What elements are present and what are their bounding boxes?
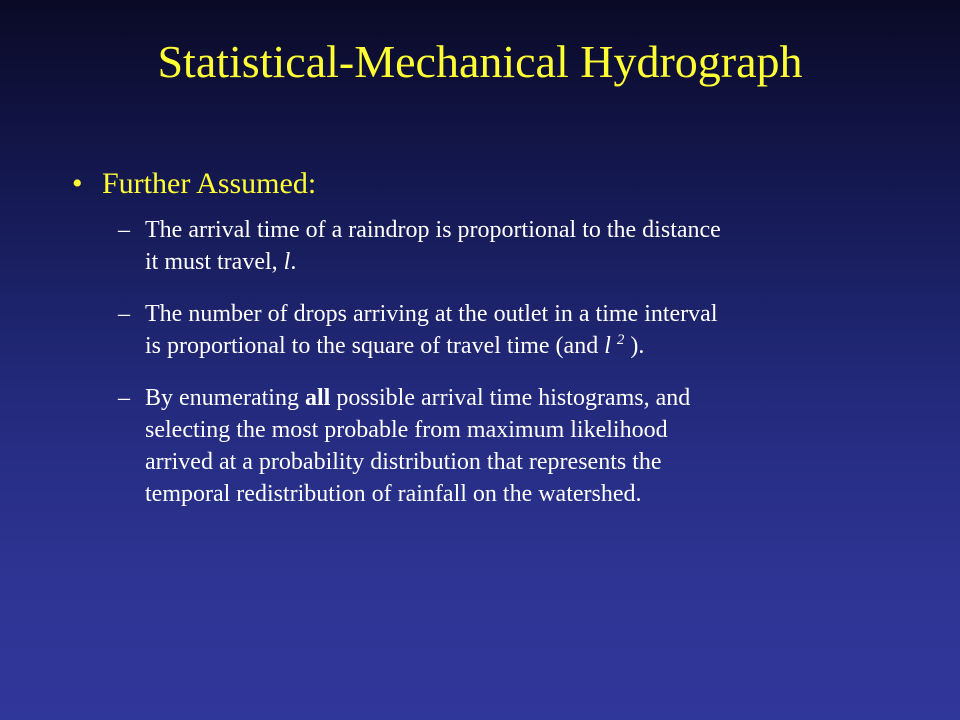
italic-variable: l bbox=[604, 333, 611, 359]
sub-item-line: arrived at a probability distribution that represents the bbox=[145, 449, 662, 475]
superscript-exponent: 2 bbox=[616, 332, 625, 348]
sub-item-line: The arrival time of a raindrop is proportional to the distance bbox=[145, 217, 721, 243]
dash-marker: – bbox=[118, 385, 130, 411]
bullet-text: Further Assumed: bbox=[102, 167, 317, 200]
text-fragment: By enumerating bbox=[145, 385, 305, 411]
sub-item-line bbox=[145, 382, 690, 414]
text-fragment: it must travel, bbox=[145, 249, 284, 275]
dash-marker: – bbox=[118, 217, 130, 243]
text-fragment: ). bbox=[624, 333, 645, 359]
text-fragment: is proportional to the square of travel time (and bbox=[145, 333, 605, 359]
sub-item-line: The number of drops arriving at the outlet in a time interval bbox=[145, 301, 718, 327]
text-fragment: . bbox=[290, 249, 297, 275]
sub-item-line bbox=[145, 246, 296, 278]
dash-marker: – bbox=[118, 301, 130, 327]
slide-title: Statistical-Mechanical Hydrograph bbox=[157, 36, 803, 87]
bullet-further-assumed bbox=[72, 164, 316, 204]
bold-emphasis: all bbox=[304, 385, 331, 411]
sub-item-line bbox=[145, 330, 644, 362]
bullet-marker: • bbox=[72, 167, 83, 200]
sub-item-line: temporal redistribution of rainfall on the watershed. bbox=[145, 481, 642, 507]
italic-variable: l bbox=[283, 249, 291, 275]
text-fragment: possible arrival time histograms, and bbox=[330, 385, 691, 411]
sub-item-line: selecting the most probable from maximum likelihood bbox=[145, 417, 668, 443]
